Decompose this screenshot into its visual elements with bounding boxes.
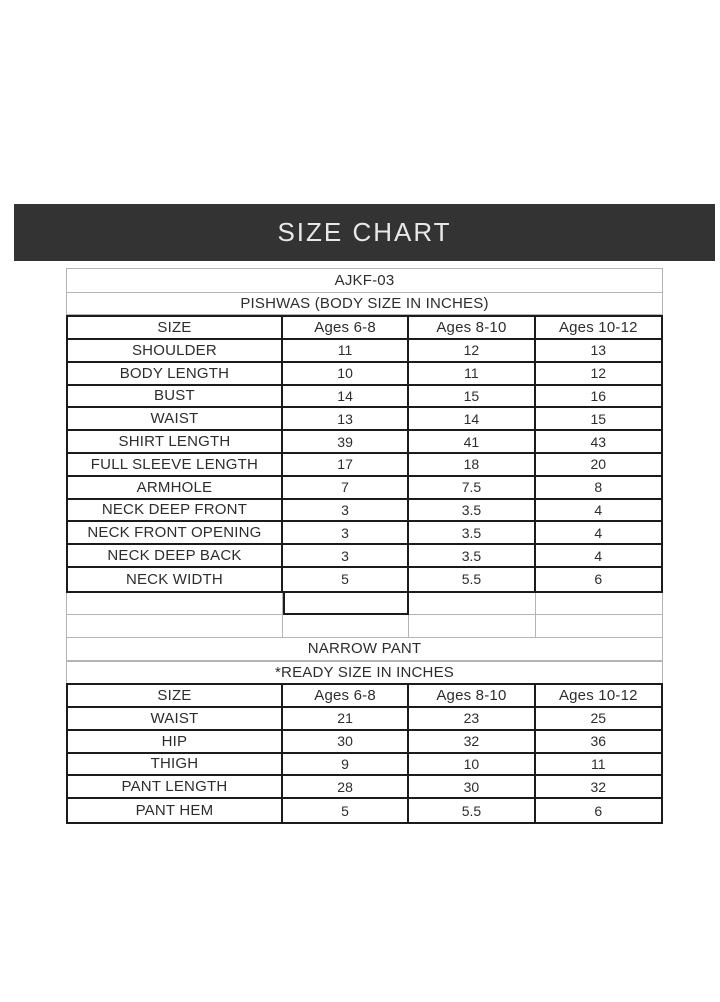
narrow-pant-title: NARROW PANT — [67, 638, 662, 661]
column-header-size: SIZE — [68, 317, 283, 338]
narrow-pant-subtitle: *READY SIZE IN INCHES — [67, 661, 662, 684]
pishwas-header-row — [68, 317, 661, 340]
row-label: PANT HEM — [68, 799, 283, 822]
page-title: SIZE CHART — [277, 217, 452, 247]
cell-value: 4 — [594, 547, 603, 564]
cell-value: 14 — [283, 386, 409, 407]
size-chart-sheet — [66, 268, 663, 824]
table-row-neck-width — [68, 568, 661, 591]
table-row-full-sleeve-length — [68, 454, 661, 477]
cell-value: 14 — [409, 408, 535, 429]
table-row-bust — [68, 386, 661, 409]
row-label: FULL SLEEVE LENGTH — [68, 454, 283, 475]
cell-value: 30 — [409, 776, 535, 797]
cell-value: 36 — [590, 733, 607, 750]
table-row-shoulder — [68, 340, 661, 363]
column-header-ages-6-8: Ages 6-8 — [283, 317, 409, 338]
row-label: NECK WIDTH — [68, 568, 283, 591]
cell-value: 12 — [590, 365, 607, 382]
table-row-shirt-length — [68, 431, 661, 454]
row-label: BODY LENGTH — [68, 363, 283, 384]
table-row-pant-length — [68, 776, 661, 799]
cell-value: 3.5 — [409, 522, 535, 543]
table-row-armhole — [68, 477, 661, 500]
table-row-thigh — [68, 754, 661, 777]
cell-value: 5 — [283, 568, 409, 591]
cell-value: 20 — [590, 456, 607, 473]
cell-value: 10 — [409, 754, 535, 775]
cell-value: 32 — [590, 778, 607, 795]
column-header-ages-10-12: Ages 10-12 — [558, 319, 638, 337]
product-code: AJKF-03 — [334, 271, 395, 289]
cell-value: 6 — [594, 571, 603, 588]
cell-value: 28 — [283, 776, 409, 797]
row-label: WAIST — [68, 708, 283, 729]
empty-cell — [67, 593, 283, 616]
column-header-ages-8-10: Ages 8-10 — [409, 317, 535, 338]
empty-cell — [283, 615, 410, 638]
table-row-hip — [68, 731, 661, 754]
cell-value: 8 — [594, 479, 603, 496]
empty-cell-heavy-border — [283, 593, 410, 616]
cell-value: 3 — [283, 500, 409, 521]
empty-cell — [409, 593, 536, 616]
cell-value: 21 — [283, 708, 409, 729]
cell-value: 7 — [283, 477, 409, 498]
empty-cell — [536, 615, 662, 638]
table-row-pant-hem — [68, 799, 661, 822]
pishwas-title-box — [66, 268, 663, 315]
table-row-waist — [68, 408, 661, 431]
cell-value: 13 — [283, 408, 409, 429]
cell-value: 12 — [409, 340, 535, 361]
cell-value: 4 — [594, 501, 603, 518]
row-label: NECK DEEP BACK — [68, 545, 283, 566]
cell-value: 13 — [590, 342, 607, 359]
row-label: WAIST — [68, 408, 283, 429]
cell-value: 32 — [409, 731, 535, 752]
mid-section — [66, 593, 663, 683]
cell-value: 6 — [594, 802, 603, 819]
table-row-neck-deep-front — [68, 500, 661, 523]
column-header-ages-6-8: Ages 6-8 — [283, 685, 409, 706]
empty-row — [67, 615, 662, 638]
cell-value: 23 — [409, 708, 535, 729]
cell-value: 7.5 — [409, 477, 535, 498]
row-label: BUST — [68, 386, 283, 407]
column-header-ages-8-10: Ages 8-10 — [409, 685, 535, 706]
table-row-body-length — [68, 363, 661, 386]
pishwas-table — [66, 315, 663, 593]
cell-value: 11 — [591, 755, 606, 772]
empty-cell — [409, 615, 536, 638]
cell-value: 41 — [409, 431, 535, 452]
row-label: NECK FRONT OPENING — [68, 522, 283, 543]
table-row-neck-deep-back — [68, 545, 661, 568]
column-header-size: SIZE — [68, 685, 283, 706]
cell-value: 15 — [590, 410, 607, 427]
row-label: SHOULDER — [68, 340, 283, 361]
column-header-ages-10-12: Ages 10-12 — [558, 687, 638, 705]
table-row-pant-waist — [68, 708, 661, 731]
empty-cell — [536, 593, 662, 616]
size-chart-banner — [14, 204, 715, 261]
cell-value: 9 — [283, 754, 409, 775]
cell-value: 30 — [283, 731, 409, 752]
cell-value: 11 — [283, 340, 409, 361]
row-label: NECK DEEP FRONT — [68, 500, 283, 521]
cell-value: 25 — [590, 710, 607, 727]
row-label: HIP — [68, 731, 283, 752]
row-label: ARMHOLE — [68, 477, 283, 498]
narrow-pant-header-row — [68, 685, 661, 708]
cell-value: 17 — [283, 454, 409, 475]
empty-row — [67, 593, 662, 616]
cell-value: 11 — [409, 363, 535, 384]
table-row-neck-front-opening — [68, 522, 661, 545]
row-label: PANT LENGTH — [68, 776, 283, 797]
narrow-pant-table — [66, 683, 663, 824]
cell-value: 16 — [590, 387, 607, 404]
cell-value: 43 — [590, 433, 607, 450]
cell-value: 3.5 — [409, 500, 535, 521]
empty-cell — [67, 615, 283, 638]
cell-value: 5.5 — [409, 568, 535, 591]
cell-value: 5.5 — [409, 799, 535, 822]
cell-value: 15 — [409, 386, 535, 407]
cell-value: 3.5 — [409, 545, 535, 566]
pishwas-subtitle: PISHWAS (BODY SIZE IN INCHES) — [67, 292, 662, 315]
cell-value: 4 — [594, 524, 603, 541]
cell-value: 3 — [283, 545, 409, 566]
cell-value: 5 — [283, 799, 409, 822]
row-label: SHIRT LENGTH — [68, 431, 283, 452]
row-label: THIGH — [68, 754, 283, 775]
cell-value: 18 — [409, 454, 535, 475]
cell-value: 3 — [283, 522, 409, 543]
cell-value: 39 — [283, 431, 409, 452]
cell-value: 10 — [283, 363, 409, 384]
